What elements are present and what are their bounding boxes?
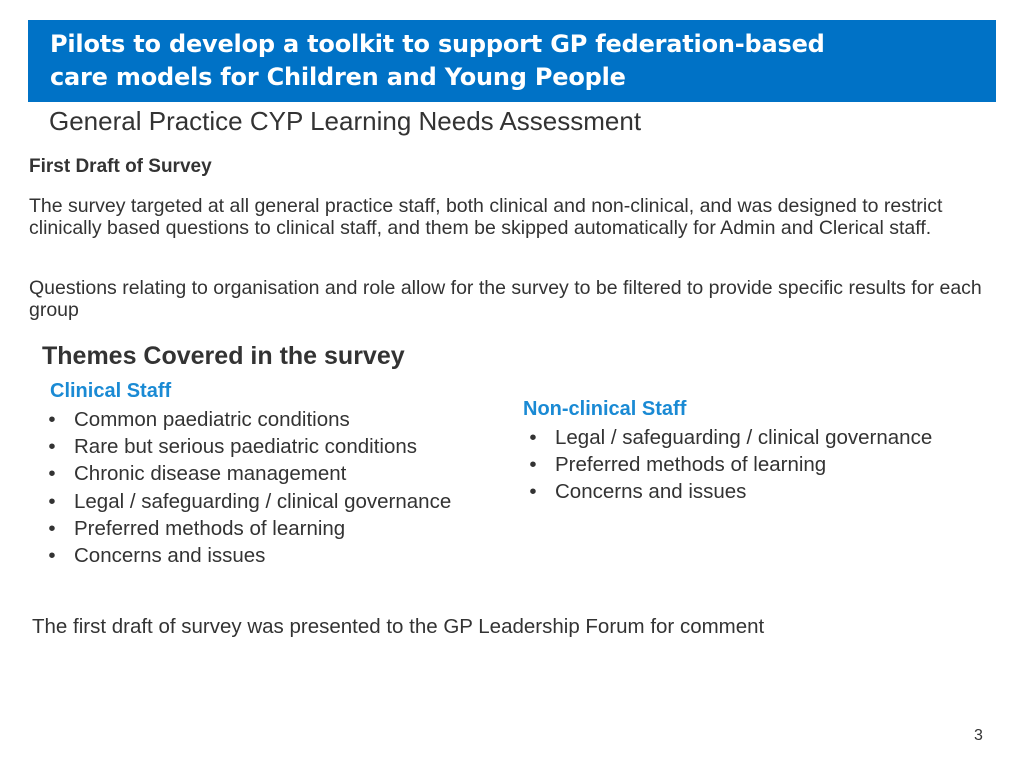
list-item-text: Concerns and issues (555, 480, 747, 504)
clinical-themes-list (42, 406, 451, 569)
list-item (42, 488, 451, 515)
bullet-icon: • (48, 489, 56, 513)
title-banner (28, 20, 996, 102)
list-item-text: Common paediatric conditions (74, 408, 350, 431)
list-item (42, 515, 451, 542)
page-number: 3 (974, 727, 983, 744)
first-draft-heading: First Draft of Survey (29, 156, 212, 177)
list-item (523, 424, 932, 451)
list-item (42, 460, 451, 487)
clinical-staff-title: Clinical Staff (50, 380, 172, 402)
bullet-icon: • (48, 435, 56, 459)
filtering-paragraph: Questions relating to organisation and role allow for the survey to be filtered to provide specific results for each group (29, 277, 982, 321)
list-item-text: Chronic disease management (74, 462, 347, 486)
list-item-text: Concerns and issues (74, 544, 266, 568)
bullet-icon: • (48, 408, 56, 431)
list-item (523, 451, 932, 478)
bullet-icon: • (529, 453, 537, 477)
bullet-icon: • (48, 462, 56, 486)
list-item-text: Legal / safeguarding / clinical governance (74, 489, 452, 513)
non-clinical-themes-list (523, 424, 932, 506)
slide-title-line-2: care models for Children and Young People (50, 63, 626, 91)
forum-note: The first draft of survey was presented to the GP Leadership Forum for comment (32, 615, 765, 638)
slide-title-line-1: Pilots to develop a toolkit to support GP federation-based (50, 30, 825, 58)
themes-heading: Themes Covered in the survey (42, 342, 405, 370)
list-item (523, 478, 932, 505)
bullet-icon: • (48, 516, 56, 540)
slide-subtitle: General Practice CYP Learning Needs Assessment (49, 106, 642, 136)
bullet-icon: • (48, 544, 56, 568)
list-item (42, 433, 451, 460)
bullet-icon: • (529, 426, 537, 449)
list-item (42, 406, 451, 433)
non-clinical-staff-title: Non-clinical Staff (523, 398, 687, 420)
list-item (42, 542, 451, 569)
bullet-icon: • (529, 480, 537, 504)
list-item-text: Preferred methods of learning (74, 516, 346, 540)
list-item-text: Legal / safeguarding / clinical governance (555, 426, 933, 449)
survey-description-paragraph: The survey targeted at all general practice staff, both clinical and non-clinical, and was designed to restrict clinically based questions to clinical staff, and them be skipped automatically for Admin and Clerical staff. (29, 195, 943, 239)
list-item-text: Rare but serious paediatric conditions (74, 435, 417, 459)
list-item-text: Preferred methods of learning (555, 453, 827, 477)
